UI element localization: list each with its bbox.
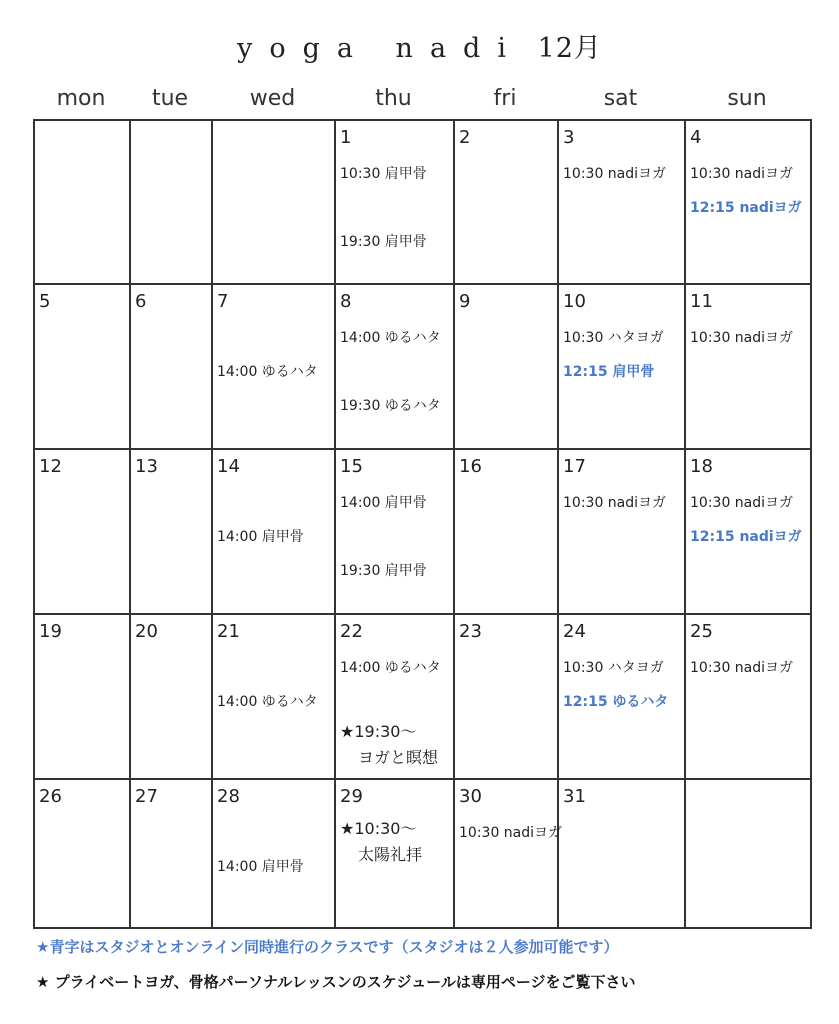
class-entry: 太陽礼拝	[358, 845, 423, 864]
class-entry: 19:30 ゆるハタ	[340, 398, 441, 414]
class-entry: 14:00 肩甲骨	[217, 529, 304, 545]
day-cell[interactable]	[559, 121, 686, 285]
day-cell[interactable]	[35, 285, 131, 450]
day-number: 28	[217, 786, 240, 807]
class-entry: 10:30 nadiヨガ	[459, 825, 563, 841]
day-number: 6	[135, 291, 147, 312]
weekday-fri: fri	[493, 86, 517, 111]
weekday-tue: tue	[151, 86, 189, 111]
class-entry: 10:30 肩甲骨	[340, 166, 427, 182]
day-cell[interactable]	[336, 615, 455, 780]
day-number: 20	[135, 621, 158, 642]
day-cell[interactable]	[213, 615, 336, 780]
day-number: 3	[563, 127, 575, 148]
calendar-grid	[33, 119, 812, 929]
day-number: 1	[340, 127, 352, 148]
day-number: 4	[690, 127, 702, 148]
day-cell[interactable]	[35, 450, 131, 615]
day-cell[interactable]	[213, 780, 336, 929]
day-number: 10	[563, 291, 586, 312]
day-cell[interactable]	[455, 780, 563, 929]
class-entry: 10:30 nadiヨガ	[690, 660, 794, 676]
day-number: 18	[690, 456, 713, 477]
day-number: 15	[340, 456, 363, 477]
day-cell[interactable]	[336, 285, 455, 450]
day-number: 2	[459, 127, 471, 148]
day-cell[interactable]	[686, 615, 812, 780]
class-entry-online: 12:15 肩甲骨	[563, 364, 655, 380]
title-studio-name: yoga nadi	[237, 33, 523, 64]
day-number: 29	[340, 786, 363, 807]
day-cell[interactable]	[131, 285, 213, 450]
day-cell[interactable]	[559, 285, 686, 450]
day-number: 19	[39, 621, 62, 642]
class-entry: ★10:30〜	[340, 819, 417, 838]
class-entry: 10:30 ハタヨガ	[563, 330, 664, 346]
weekday-sat: sat	[603, 86, 638, 111]
day-cell[interactable]	[35, 780, 131, 929]
day-cell[interactable]	[131, 450, 213, 615]
note-private-lessons: ★ プライベートヨガ、骨格パーソナルレッスンのスケジュールは専用ページをご覧下さい	[36, 973, 636, 991]
class-entry: 14:00 肩甲骨	[340, 495, 427, 511]
day-cell[interactable]	[686, 285, 812, 450]
day-number: 23	[459, 621, 482, 642]
day-number: 16	[459, 456, 482, 477]
day-number: 26	[39, 786, 62, 807]
class-entry: 14:00 ゆるハタ	[217, 694, 318, 710]
day-number: 22	[340, 621, 363, 642]
day-cell[interactable]	[336, 450, 455, 615]
day-number: 9	[459, 291, 471, 312]
day-cell[interactable]	[559, 450, 686, 615]
class-entry: 14:00 肩甲骨	[217, 859, 304, 875]
day-number: 31	[563, 786, 586, 807]
day-cell[interactable]	[686, 121, 812, 285]
class-entry-online: 12:15 nadiヨガ	[690, 200, 802, 216]
day-cell[interactable]	[213, 285, 336, 450]
weekday-mon: mon	[56, 86, 106, 111]
class-entry-online: 12:15 nadiヨガ	[690, 529, 802, 545]
day-cell[interactable]	[35, 615, 131, 780]
day-number: 14	[217, 456, 240, 477]
day-cell[interactable]	[336, 121, 455, 285]
day-number: 17	[563, 456, 586, 477]
day-cell[interactable]	[35, 121, 131, 285]
day-cell[interactable]	[131, 615, 213, 780]
day-number: 27	[135, 786, 158, 807]
day-number: 30	[459, 786, 482, 807]
day-number: 11	[690, 291, 713, 312]
day-cell[interactable]	[455, 285, 559, 450]
calendar-title	[0, 26, 839, 65]
weekday-thu: thu	[375, 86, 412, 111]
class-entry: 10:30 nadiヨガ	[563, 495, 667, 511]
class-entry: 14:00 ゆるハタ	[340, 330, 441, 346]
weekday-sun: sun	[727, 86, 767, 111]
day-number: 12	[39, 456, 62, 477]
class-entry: ヨガと瞑想	[358, 748, 439, 767]
day-cell[interactable]	[559, 780, 686, 929]
class-entry: 14:00 ゆるハタ	[217, 364, 318, 380]
day-number: 21	[217, 621, 240, 642]
day-cell[interactable]	[455, 615, 559, 780]
day-cell[interactable]	[131, 121, 213, 285]
day-number: 8	[340, 291, 352, 312]
class-entry: 10:30 nadiヨガ	[690, 495, 794, 511]
note-online-classes: ★青字はスタジオとオンライン同時進行のクラスです（スタジオは２人参加可能です）	[36, 938, 619, 956]
class-entry: 10:30 nadiヨガ	[690, 166, 794, 182]
class-entry: 19:30 肩甲骨	[340, 563, 427, 579]
title-month: 12月	[537, 33, 602, 64]
class-entry: 10:30 nadiヨガ	[690, 330, 794, 346]
day-number: 7	[217, 291, 229, 312]
day-cell[interactable]	[336, 780, 455, 929]
day-cell[interactable]	[686, 450, 812, 615]
day-cell[interactable]	[559, 615, 686, 780]
day-number: 5	[39, 291, 51, 312]
class-entry: 14:00 ゆるハタ	[340, 660, 441, 676]
day-cell[interactable]	[686, 780, 812, 929]
class-entry: ★19:30〜	[340, 722, 417, 741]
day-cell[interactable]	[455, 450, 559, 615]
day-cell[interactable]	[213, 121, 336, 285]
weekday-wed: wed	[249, 86, 296, 111]
class-entry: 10:30 ハタヨガ	[563, 660, 664, 676]
class-entry: 19:30 肩甲骨	[340, 234, 427, 250]
day-cell[interactable]	[455, 121, 559, 285]
class-entry: 10:30 nadiヨガ	[563, 166, 667, 182]
day-number: 25	[690, 621, 713, 642]
day-number: 24	[563, 621, 586, 642]
class-entry-online: 12:15 ゆるハタ	[563, 694, 669, 710]
day-cell[interactable]	[213, 450, 336, 615]
day-number: 13	[135, 456, 158, 477]
day-cell[interactable]	[131, 780, 213, 929]
